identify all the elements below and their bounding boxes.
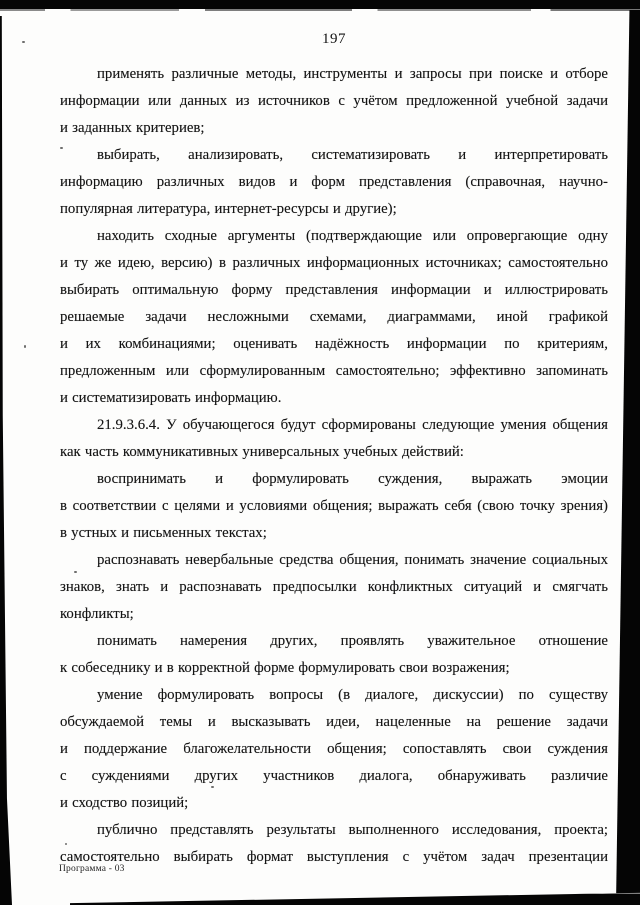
document-body [60,61,608,871]
text-line: понимать намерения других, проявлять уважительное отношение [97,633,608,649]
text-line: самостоятельно выбирать формат выступления с учётом задач презентации [60,849,608,865]
text-line: как часть коммуникативных универсальных учебных действий: [60,444,464,460]
text-line: и ту же идею, версию) в различных информационных источниках; самостоятельно [60,255,608,271]
text-line: к собеседнику и в корректной форме формулировать свои возражения; [60,660,510,676]
text-line: в соответствии с целями и условиями общения; выражать себя (свою точку зрения) [60,498,608,514]
scan-edge-bottom [70,892,640,905]
footer-program-label: Программа - 03 [59,864,125,874]
text-line: конфликты; [60,606,134,622]
text-line: с суждениями других участников диалога, обнаруживать различие [60,768,608,784]
text-line: воспринимать и формулировать суждения, выражать эмоции [97,471,608,487]
text-line: в устных и письменных текстах; [60,525,267,541]
scan-edge-right [616,10,640,905]
scan-speck [22,41,25,43]
text-line: и сходство позиций; [60,795,189,811]
scan-edge-top [0,0,640,9]
text-line: 21.9.3.6.4. У обучающегося будут сформированы следующие умения общения [97,417,608,433]
text-line: умение формулировать вопросы (в диалоге, дискуссии) по существу [97,687,608,703]
text-line: решаемые задачи несложными схемами, диаграммами, иной графикой [60,309,608,325]
text-line: популярная литература, интернет-ресурсы и другие); [60,201,397,217]
page-number: 197 [322,31,346,47]
text-line: публично представлять результаты выполненного исследования, проекта; [97,822,608,838]
scan-speck [24,345,26,348]
text-line: и их комбинациями; оценивать надёжность информации по критериям, [60,336,608,352]
scan-edge-left [0,16,12,905]
text-line: распознавать невербальные средства общения, понимать значение социальных [97,552,608,568]
text-line: выбирать оптимальную форму представления информации и иллюстрировать [60,282,608,298]
text-line: применять различные методы, инструменты и запросы при поиске и отборе [97,66,608,82]
text-line: находить сходные аргументы (подтверждающие или опровергающие одну [97,228,608,244]
text-line: и заданных критериев; [60,120,205,136]
text-line: информацию различных видов и форм представления (справочная, научно- [60,174,608,190]
text-line: информации или данных из источников с учётом предложенной учебной задачи [60,93,608,109]
text-line: знаков, знать и распознавать предпосылки конфликтных ситуаций и смягчать [60,579,608,595]
text-line: и поддержание благожелательности общения; сопоставлять свои суждения [60,741,608,757]
text-line: обсуждаемой темы и высказывать идеи, нацеленные на решение задачи [60,714,608,730]
text-line: и систематизировать информацию. [60,390,282,406]
text-line: выбирать, анализировать, систематизировать и интерпретировать [97,147,608,163]
text-line: предложенным или сформулированным самостоятельно; эффективно запоминать [60,363,608,379]
